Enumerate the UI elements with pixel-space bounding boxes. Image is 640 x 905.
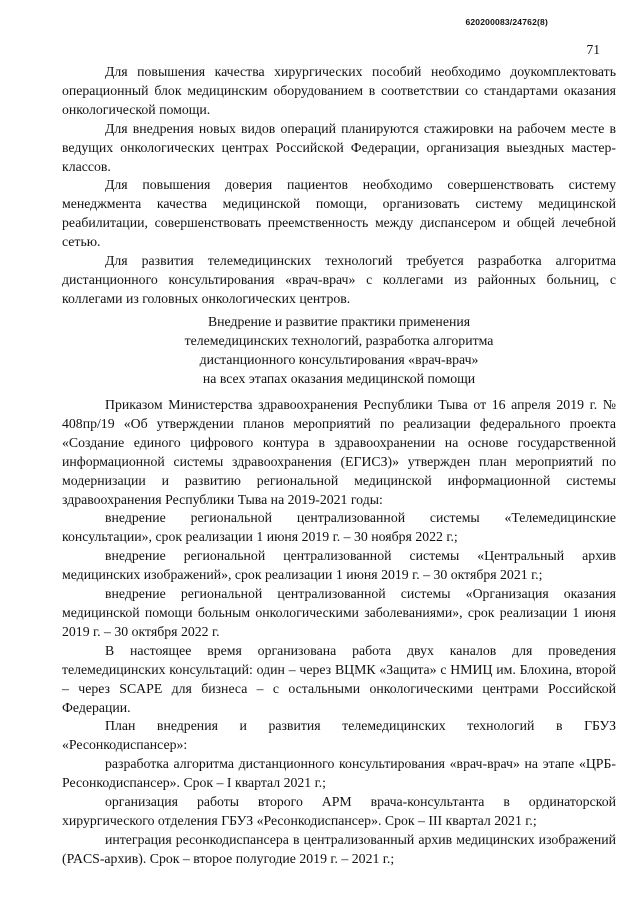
paragraph: Для повышения качества хирургических пособий необходимо доукомплектовать операционный блок медицинским оборудованием в соответствии со стандартами оказания онкологической помощи. xyxy=(62,64,616,117)
paragraph: В настоящее время организована работа двух каналов для проведения телемедицинских консультаций: один – через ВЦМК «Защита» с НМИЦ им. Блохина, второй – через SCAPE для бизнеса – с остальными онкологическими центрами Российской Федерации. xyxy=(62,642,616,715)
paragraph: Для повышения доверия пациентов необходимо совершенствовать систему менеджмента качества медицинской помощи, организовать систему медицинской реабилитации, совершенствовать преемственность между диспансером и общей лечебной сетью. xyxy=(62,177,616,250)
list-item: внедрение региональной централизованной системы «Центральный архив медицинских изображений», срок реализации 1 июня 2019 г. – 30 октября 2021 г.; xyxy=(62,548,616,583)
section-heading-line: Внедрение и развитие практики применения xyxy=(207,314,471,329)
paragraph: Для внедрения новых видов операций планируются стажировки на рабочем месте в ведущих онкологических центрах Российской Федерации, организация выездных мастер-классов. xyxy=(62,120,616,174)
body-text xyxy=(62,396,616,869)
list-item: организация работы второго АРМ врача-консультанта в ординаторской хирургического отделения ГБУЗ «Ресонкодиспансер». Срок – III квартал 2021 г.; xyxy=(62,794,616,828)
document-stamp-number: 620200083/24762(8) xyxy=(465,17,548,27)
paragraph: Приказом Министерства здравоохранения Республики Тыва от 16 апреля 2019 г. № 408пр/19 «Об утверждении планов мероприятий по реализации федерального проекта «Создание единого цифрового контура в здравоохранении на основе государственной информационной системы здравоохранения (ЕГИСЗ)» утвержден план мероприятий по модернизации и развитию региональной медицинской информационной системы здравоохранения Республики Тыва на 2019-2021 годы: xyxy=(62,397,616,507)
list-item: интеграция ресонкодиспансера в централизованный архив медицинских изображений (PACS-архив). Срок – второе полугодие 2019 г. – 2021 г.; xyxy=(62,831,616,866)
section-heading-line: телемедицинских технологий, разработка алгоритма xyxy=(184,332,494,348)
section-heading xyxy=(62,313,616,389)
section-heading-line: на всех этапах оказания медицинской помощи xyxy=(202,370,476,386)
list-item: разработка алгоритма дистанционного консультирования «врач-врач» на этапе «ЦРБ-Ресонкодиспансер». Срок – I квартал 2021 г.; xyxy=(62,756,616,791)
paragraph: Для развития телемедицинских технологий требуется разработка алгоритма дистанционного консультирования «врач-врач» с коллегами из районных больниц, с коллегами из головных онкологических центров. xyxy=(62,253,616,306)
section-heading-line: дистанционного консультирования «врач-врач» xyxy=(199,351,479,367)
list-item: внедрение региональной централизованной системы «Организация оказания медицинской помощи больным онкологическими заболеваниями», срок реализации 1 июня 2019 г. – 30 октября 2022 г. xyxy=(62,586,616,639)
page-number: 71 xyxy=(586,42,600,57)
list-item: внедрение региональной централизованной системы «Телемедицинские консультации», срок реализации 1 июня 2019 г. – 30 ноября 2022 г.; xyxy=(62,510,616,545)
intro-text xyxy=(62,63,616,309)
paragraph: План внедрения и развития телемедицинских технологий в ГБУЗ «Ресонкодиспансер»: xyxy=(62,718,616,753)
